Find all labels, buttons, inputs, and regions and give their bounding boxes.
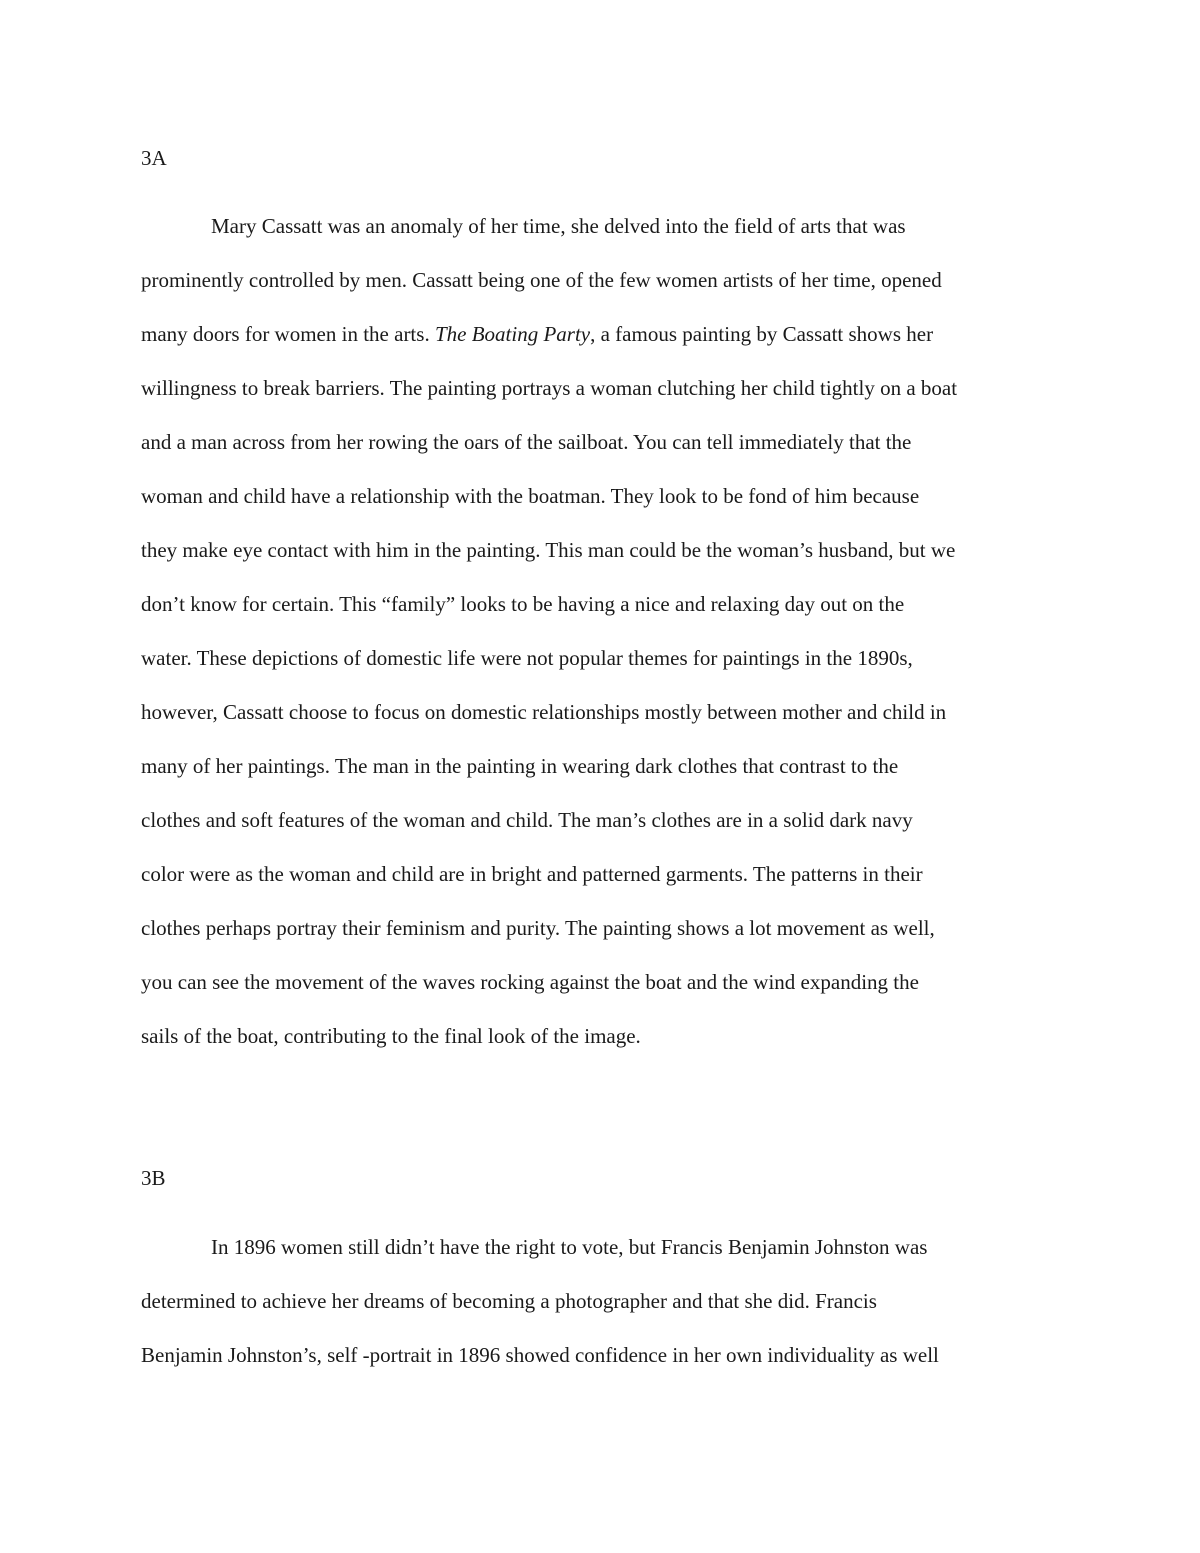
paragraph-line: In 1896 women still didn’t have the right to vote, but Francis Benjamin Johnston was [211,1235,928,1259]
paragraph-line: water. These depictions of domestic life were not popular themes for paintings in the 1890s, [141,646,913,670]
section-heading-3a: 3A [141,146,167,170]
paragraph-line: willingness to break barriers. The painting portrays a woman clutching her child tightly on a boat [141,376,958,400]
painting-title: The Boating Party [434,322,591,346]
paragraph-line: determined to achieve her dreams of becoming a photographer and that she did. Francis [141,1289,877,1313]
paragraph-line: Benjamin Johnston’s, self -portrait in 1896 showed confidence in her own individuality as well [141,1343,939,1367]
paragraph-line: they make eye contact with him in the painting. This man could be the woman’s husband, but we [141,538,956,562]
paragraph-line: clothes perhaps portray their feminism and purity. The painting shows a lot movement as well, [141,916,935,940]
paragraph-line: clothes and soft features of the woman and child. The man’s clothes are in a solid dark navy [141,808,913,832]
paragraph-line-with-title [141,322,933,346]
section-heading-3b: 3B [141,1166,166,1190]
paragraph-line: sails of the boat, contributing to the final look of the image. [141,1024,641,1048]
paragraph-line: you can see the movement of the waves rocking against the boat and the wind expanding the [141,970,919,994]
text-segment: , a famous painting by Cassatt shows her [590,322,934,346]
paragraph-line: don’t know for certain. This “family” looks to be having a nice and relaxing day out on the [141,592,905,616]
paragraph-line: and a man across from her rowing the oars of the sailboat. You can tell immediately that the [141,430,912,454]
paragraph-line: Mary Cassatt was an anomaly of her time, she delved into the field of arts that was [211,214,906,238]
paragraph-line: woman and child have a relationship with the boatman. They look to be fond of him because [141,484,920,508]
paragraph-line: however, Cassatt choose to focus on domestic relationships mostly between mother and child in [141,700,947,724]
text-segment: many doors for women in the arts. [141,322,430,346]
paragraph-line: many of her paintings. The man in the painting in wearing dark clothes that contrast to the [141,754,899,778]
paragraph-line: color were as the woman and child are in bright and patterned garments. The patterns in their [141,862,923,886]
paragraph-line: prominently controlled by men. Cassatt being one of the few women artists of her time, opened [141,268,942,292]
